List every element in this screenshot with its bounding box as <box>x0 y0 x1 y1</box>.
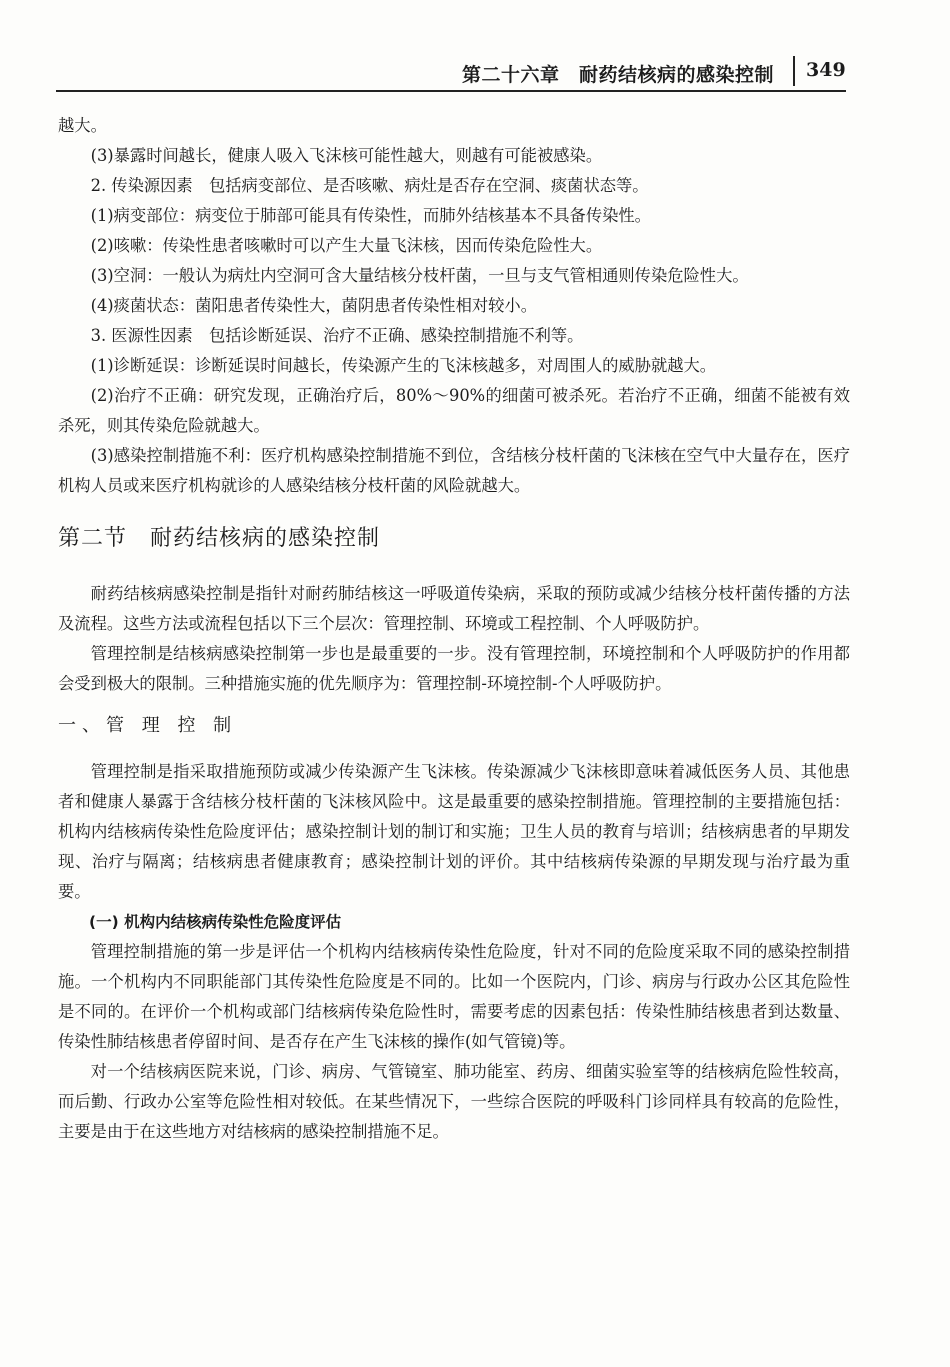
page-number: 349 <box>806 59 846 81</box>
header-separator <box>793 56 795 86</box>
paragraph: (4)痰菌状态：菌阳患者传染性大，菌阴患者传染性相对较小。 <box>90 296 537 315</box>
paragraph: 管理控制是指采取措施预防或减少传染源产生飞沫核。传染源减少飞沫核即意味着减低医务人员、其他患者和健康人暴露于含结核分枝杆菌的飞沫核风险中。这是最重要的感染控制措施。管理控制的主要措施包括：机构内结核病传染性危险度评估；感染控制计划的制订和实施；卫生人员的教育与培训；结核病患者的早期发现、治疗与隔离；结核病患者健康教育；感染控制计划的评价。其中结核病传染源的早期发现与治疗最为重要。 <box>58 762 850 901</box>
subheading: (一) 机构内结核病传染性危险度评估 <box>89 913 342 931</box>
header-rule <box>56 90 846 92</box>
paragraph: (3)感染控制措施不利：医疗机构感染控制措施不到位，含结核分枝杆菌的飞沫核在空气中大量存在，医疗机构人员或来医疗机构就诊的人感染结核分枝杆菌的风险就越大。 <box>58 446 850 495</box>
paragraph: (3)暴露时间越长，健康人吸入飞沫核可能性越大，则越有可能被感染。 <box>90 146 603 165</box>
paragraph: 2. 传染源因素 包括病变部位、是否咳嗽、病灶是否存在空洞、痰菌状态等。 <box>90 176 649 195</box>
paragraph: 越大。 <box>58 116 107 135</box>
paragraph: 3. 医源性因素 包括诊断延误、治疗不正确、感染控制措施不利等。 <box>90 326 584 345</box>
paragraph: (1)诊断延误：诊断延误时间越长，传染源产生的飞沫核越多，对周围人的威胁就越大。 <box>90 356 717 375</box>
paragraph: (2)治疗不正确：研究发现，正确治疗后，80%～90%的细菌可被杀死。若治疗不正确，细菌不能被有效杀死，则其传染危险就越大。 <box>58 386 850 435</box>
subsection-title: 一、管 理 控 制 <box>58 715 238 736</box>
page-header <box>0 50 950 100</box>
paragraph: (2)咳嗽：传染性患者咳嗽时可以产生大量飞沫核，因而传染危险性大。 <box>90 236 603 255</box>
section-title: 第二节 耐药结核病的感染控制 <box>58 526 381 551</box>
page-body <box>58 111 850 1147</box>
paragraph: (3)空洞：一般认为病灶内空洞可含大量结核分枝杆菌，一旦与支气管相通则传染危险性大。 <box>90 266 749 285</box>
paragraph: (1)病变部位：病变位于肺部可能具有传染性，而肺外结核基本不具备传染性。 <box>90 206 651 225</box>
paragraph: 耐药结核病感染控制是指针对耐药肺结核这一呼吸道传染病，采取的预防或减少结核分枝杆菌传播的方法及流程。这些方法或流程包括以下三个层次：管理控制、环境或工程控制、个人呼吸防护。 <box>58 584 850 633</box>
paragraph: 对一个结核病医院来说，门诊、病房、气管镜室、肺功能室、药房、细菌实验室等的结核病危险性较高，而后勤、行政办公室等危险性相对较低。在某些情况下，一些综合医院的呼吸科门诊同样具有较高的危险性，主要是由于在这些地方对结核病的感染控制措施不足。 <box>58 1062 850 1141</box>
paragraph: 管理控制措施的第一步是评估一个机构内结核病传染性危险度，针对不同的危险度采取不同的感染控制措施。一个机构内不同职能部门其传染性危险度是不同的。比如一个医院内，门诊、病房与行政办公区其危险性是不同的。在评价一个机构或部门结核病传染危险性时，需要考虑的因素包括：传染性肺结核患者到达数量、传染性肺结核患者停留时间、是否存在产生飞沫核的操作(如气管镜)等。 <box>58 942 850 1051</box>
chapter-title: 第二十六章 耐药结核病的感染控制 <box>461 64 774 86</box>
paragraph: 管理控制是结核病感染控制第一步也是最重要的一步。没有管理控制，环境控制和个人呼吸防护的作用都会受到极大的限制。三种措施实施的优先顺序为：管理控制-环境控制-个人呼吸防护。 <box>58 644 850 693</box>
